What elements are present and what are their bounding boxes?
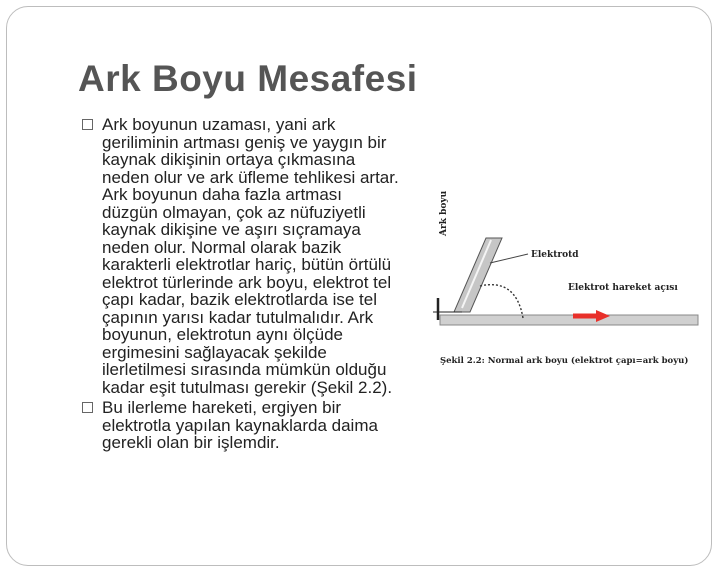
figure-caption: Şekil 2.2: Normal ark boyu (elektrot çapı=ark boyu) bbox=[440, 356, 689, 366]
bullet-box-icon bbox=[82, 119, 93, 130]
bullet-text: Bu ilerleme hareketi, ergiyen bir elektrotla yapılan kaynaklarda daima gerekli olan bir işlemdir. bbox=[102, 398, 378, 452]
electrode bbox=[454, 238, 502, 312]
bullet-text: Ark boyunun uzaması, yani ark geriliminin artması geniş ve yaygın bir kaynak dikişinin ortaya çıkmasına neden olur ve ark üfleme tehlikesi artar. Ark boyunun daha fazla artması düzgün olmayan, çok az nüfuziyetli kaynak dikişine ve aşırı sıçramaya neden olur. Normal olarak bazik karakterli elektrotlar hariç, bütün örtülü elektrot türlerinde ark boyu, elektrot tel çapı kadar, bazik elektrotlarda ise tel çapının yarısı kadar tutulmalıdır. Ark boyunun, elektrotun aynı ölçüde ergimesini sağlayacak şekilde ilerletilmesi sırasında mümkün olduğu kadar eşit tutulması gerekir (Şekil 2.2). bbox=[102, 115, 399, 397]
arc-length-figure bbox=[428, 190, 700, 375]
electrode-label: Elektrotd bbox=[531, 250, 579, 260]
workpiece-plate bbox=[440, 315, 698, 325]
bullet-box-icon bbox=[82, 402, 93, 413]
arc-length-label: Ark boyu bbox=[439, 190, 449, 236]
bullet-item bbox=[82, 116, 402, 396]
motion-angle-label: Elektrot hareket açısı bbox=[568, 283, 678, 293]
motion-angle-arc bbox=[480, 285, 523, 318]
slide-title: Ark Boyu Mesafesi bbox=[78, 58, 418, 99]
electrode-pointer bbox=[490, 254, 528, 263]
bullet-list bbox=[82, 116, 402, 455]
bullet-item bbox=[82, 399, 402, 452]
